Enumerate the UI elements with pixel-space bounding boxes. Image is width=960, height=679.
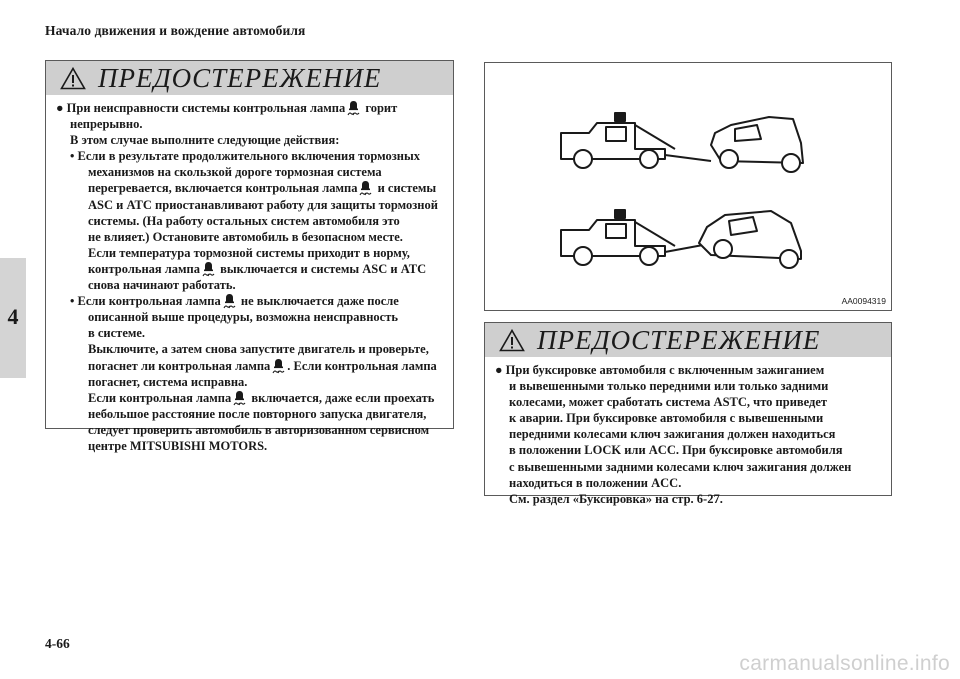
section-header: Начало движения и вождение автомобиля — [45, 23, 306, 38]
tow-truck-wheel — [574, 247, 592, 265]
text-line — [495, 394, 879, 410]
text-line — [56, 100, 441, 116]
warning-box-lamp — [45, 60, 454, 453]
watermark: carmanualsonline.info — [739, 652, 950, 675]
text-line-part: Если температура тормозной системы приходит в норму, — [88, 245, 410, 260]
text-line-part: • Если в результате продолжительного включения тормозных — [70, 149, 420, 164]
towed-car-wheel — [720, 150, 738, 168]
text-line-part: непрерывно. — [70, 117, 143, 132]
text-line-part: и вывешенными только передними или только задними — [509, 379, 829, 394]
text-line-part: колесами, может сработать система ASTC, что приведет — [509, 395, 828, 410]
warning-title: ПРЕДОСТЕРЕЖЕНИЕ — [98, 63, 382, 93]
text-line — [56, 374, 441, 390]
text-line — [56, 406, 441, 422]
text-line — [56, 132, 441, 148]
tow-truck-window — [606, 127, 626, 141]
text-line — [56, 164, 441, 180]
text-line-part: передними колесами ключ зажигания должен находиться — [509, 427, 836, 442]
text-line-part: не влияет.) Остановите автомобиль в безопасном месте. — [88, 229, 403, 244]
warning-body — [485, 357, 891, 507]
warning-triangle-icon — [499, 329, 525, 352]
towing-illustration — [484, 62, 892, 311]
warning-body — [46, 95, 453, 454]
warning-triangle-icon — [60, 67, 86, 90]
tow-truck-wheel — [640, 150, 658, 168]
text-line-part: включается, даже если проехать — [248, 390, 435, 405]
text-line-part: центре MITSUBISHI MOTORS. — [88, 438, 268, 453]
tow-scene-front-lifted — [561, 210, 801, 268]
text-line — [56, 180, 441, 196]
text-line — [56, 390, 441, 406]
text-line-part: описанной выше процедуры, возможна неисправность — [88, 310, 398, 325]
text-line-part: См. раздел «Буксировка» на стр. 6-27. — [509, 491, 723, 506]
text-line — [495, 475, 879, 491]
text-line — [56, 309, 441, 325]
text-line — [56, 438, 441, 454]
text-line-part: выключается и системы ASC и ATC — [217, 261, 427, 276]
text-line-part: к аварии. При буксировке автомобиля с вывешенными — [509, 411, 824, 426]
figure-code: AA0094319 — [841, 296, 886, 306]
text-line — [56, 293, 441, 309]
towed-car-wheel — [714, 240, 732, 258]
towed-car-wheel — [780, 250, 798, 268]
tow-truck-wheel — [574, 150, 592, 168]
text-line — [56, 358, 441, 374]
text-line — [56, 116, 441, 132]
text-line — [495, 459, 879, 475]
towed-car-window — [735, 125, 761, 141]
warning-header — [485, 323, 891, 357]
text-line-part: перегревается, включается контрольная лампа — [88, 181, 358, 196]
text-line-part: контрольная лампа — [88, 261, 201, 276]
text-line-part: Если контрольная лампа — [88, 390, 232, 405]
warning-title: ПРЕДОСТЕРЕЖЕНИЕ — [537, 325, 821, 355]
text-line-part: В этом случае выполните следующие действия: — [70, 133, 340, 148]
asc-warning-lamp-icon — [223, 293, 236, 309]
tow-cable — [665, 155, 711, 161]
asc-warning-lamp-icon — [347, 100, 360, 116]
text-line — [495, 410, 879, 426]
text-line — [495, 442, 879, 458]
text-line-part: системы. (На работу остальных систем автомобиля это — [88, 213, 400, 228]
tow-truck-beacon — [615, 113, 625, 121]
text-line-part: погаснет, система исправна. — [88, 374, 248, 389]
asc-warning-lamp-icon — [202, 261, 215, 277]
warning-header — [46, 61, 453, 95]
text-line-part: Выключите, а затем снова запустите двигатель и проверьте, — [88, 342, 429, 357]
text-line-part: ● При неисправности системы контрольная лампа — [56, 101, 346, 115]
text-line-part: следует проверить автомобиль в авторизованном сервисном — [88, 422, 430, 437]
text-line-part: горит — [362, 101, 398, 115]
tow-truck-wheel — [640, 247, 658, 265]
text-line — [56, 277, 441, 293]
tow-scene-rear-lifted — [561, 113, 803, 172]
text-line — [56, 325, 441, 341]
asc-warning-lamp-icon — [233, 390, 246, 406]
text-line-part: в положении LOCK или ACC. При буксировке автомобиля — [509, 443, 843, 458]
asc-warning-lamp-icon — [272, 358, 285, 374]
towed-car-wheel — [782, 154, 800, 172]
text-line — [56, 229, 441, 245]
text-line-part: ASC и ATC приостанавливают работу для защиты тормозной — [88, 197, 438, 212]
chapter-number: 4 — [7, 304, 19, 329]
text-line — [56, 261, 441, 277]
tow-cable — [665, 245, 703, 252]
text-line — [56, 148, 441, 164]
text-line — [495, 491, 879, 507]
text-line — [56, 341, 441, 357]
text-line-part: в системе. — [88, 326, 146, 341]
text-line — [495, 426, 879, 442]
text-line — [495, 378, 879, 394]
tow-truck-window — [606, 224, 626, 238]
tow-truck-beacon — [615, 210, 625, 218]
text-line-part: • Если контрольная лампа — [70, 294, 221, 309]
warning-box-towing — [484, 322, 892, 506]
text-line-part: механизмов на скользкой дороге тормозная система — [88, 165, 382, 180]
text-line-part: . Если контрольная лампа — [287, 358, 437, 373]
text-line-part: с вывешенными задними колесами ключ зажигания должен — [509, 459, 852, 474]
text-line-part: ● При буксировке автомобиля с включенным зажиганием — [495, 363, 825, 377]
towed-car-window — [729, 217, 757, 235]
text-line-part: снова начинают работать. — [88, 278, 236, 293]
text-line-part: небольшое расстояние после повторного запуска двигателя, — [88, 406, 427, 421]
asc-warning-lamp-icon — [359, 180, 372, 196]
text-line-part: и системы — [374, 181, 437, 196]
text-line — [56, 213, 441, 229]
tow-boom — [635, 222, 675, 246]
text-line — [56, 245, 441, 261]
text-line-part: не выключается даже после — [237, 294, 399, 309]
text-line — [56, 197, 441, 213]
towing-diagram — [485, 63, 891, 310]
tow-boom — [635, 125, 675, 149]
text-line-part: находиться в положении ACC. — [509, 475, 682, 490]
text-line — [56, 422, 441, 438]
text-line-part: погаснет ли контрольная лампа — [88, 358, 271, 373]
page-number: 4-66 — [45, 636, 70, 651]
text-line — [495, 362, 879, 378]
